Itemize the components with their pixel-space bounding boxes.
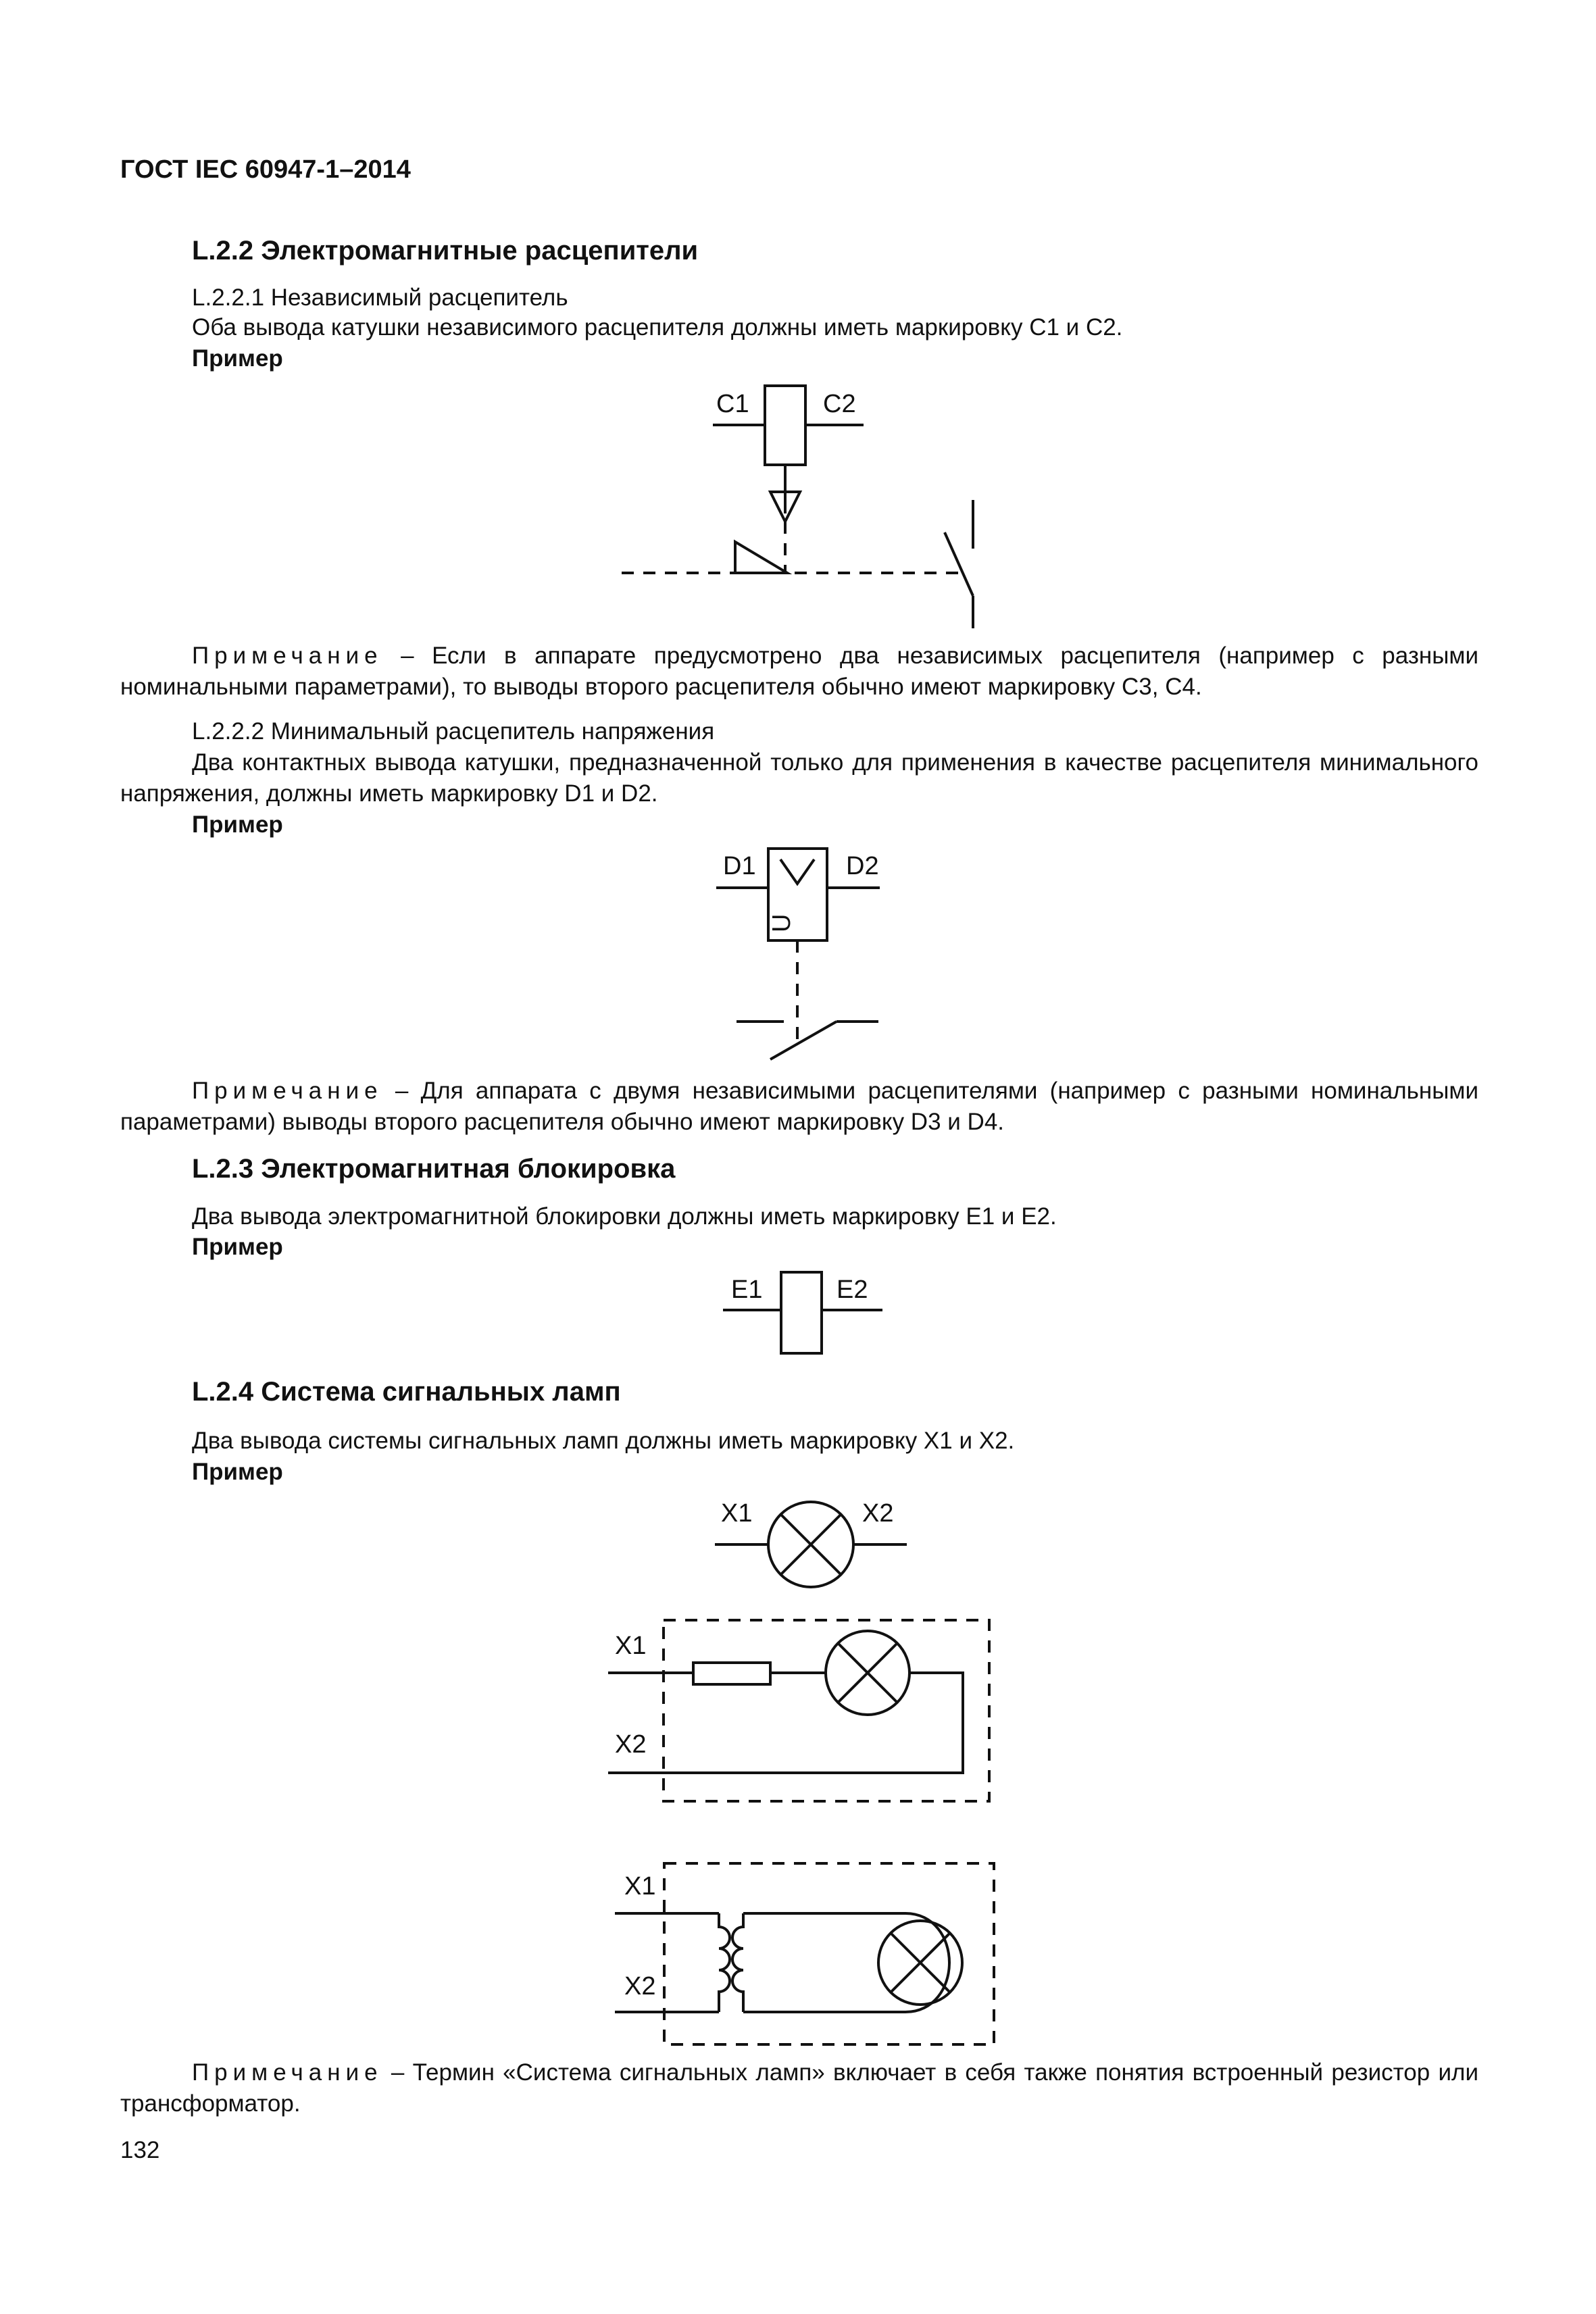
terminal-label-x2: X2 bbox=[624, 1972, 656, 2001]
terminal-label-e2: E2 bbox=[837, 1276, 868, 1304]
section-title-l24: L.2.4 Система сигнальных ламп bbox=[192, 1377, 621, 1407]
signal-lamp-with-resistor-diagram bbox=[601, 1613, 993, 1809]
example-label-2: Пример bbox=[192, 811, 283, 838]
note-2 bbox=[120, 1076, 1478, 1138]
terminal-label-x2: X2 bbox=[862, 1499, 894, 1528]
page-number: 132 bbox=[120, 2137, 160, 2163]
signal-lamp-diagram bbox=[709, 1493, 912, 1594]
paragraph-l24: Два вывода системы сигнальных ламп должны иметь маркировку Х1 и Х2. bbox=[192, 1428, 1015, 1454]
contact-blade bbox=[770, 1022, 837, 1059]
example-label-4: Пример bbox=[192, 1459, 283, 1485]
transformer-primary-icon bbox=[719, 1913, 730, 2012]
subsection-title-l221: L.2.2.1 Независимый расцепитель bbox=[192, 284, 568, 311]
resistor-icon bbox=[693, 1663, 770, 1684]
note-3-prefix: Примечание bbox=[192, 2059, 383, 2086]
v-mark-icon bbox=[780, 859, 814, 884]
contact-blade bbox=[945, 532, 973, 596]
enclosure-boundary bbox=[664, 1863, 994, 2044]
coil-symbol-u: U bbox=[768, 913, 796, 932]
terminal-label-d1: D1 bbox=[723, 852, 756, 880]
wire-return-x2 bbox=[608, 1673, 963, 1773]
note-1 bbox=[120, 640, 1478, 703]
latch-wedge-icon bbox=[735, 542, 787, 573]
paragraph-l222 bbox=[120, 747, 1478, 809]
note-2-text: – Для аппарата с двумя независимыми расцепителями (например с разными номинальными параметрами) выводы второго расцепителя обычно имеют маркировку D3 и D4. bbox=[120, 1078, 1478, 1135]
electromagnetic-interlock-diagram bbox=[716, 1267, 892, 1361]
note-2-prefix: Примечание bbox=[192, 1078, 383, 1104]
note-1-text: – Если в аппарате предусмотрено два независимых расцепителя (например с разными номинальными параметрами), то выводы второго расцепителя обычно имеют маркировку С3, С4. bbox=[120, 643, 1478, 700]
document-standard-header: ГОСТ IEC 60947-1–2014 bbox=[120, 155, 411, 184]
section-title-l23: L.2.3 Электромагнитная блокировка bbox=[192, 1154, 676, 1184]
terminal-label-x1: X1 bbox=[721, 1499, 753, 1528]
coil-rect bbox=[781, 1272, 822, 1353]
terminal-label-x2: X2 bbox=[615, 1730, 647, 1759]
note-3 bbox=[120, 2057, 1478, 2119]
paragraph-l222-text: Два контактных вывода катушки, предназначенной только для применения в качестве расцепителя минимального напряжения, должны иметь маркировку D1 и D2. bbox=[120, 749, 1478, 807]
paragraph-l23: Два вывода электромагнитной блокировки должны иметь маркировку Е1 и Е2. bbox=[192, 1203, 1057, 1230]
terminal-label-d2: D2 bbox=[846, 852, 879, 880]
coil-rect bbox=[765, 386, 805, 465]
section-title-l22: L.2.2 Электромагнитные расцепители bbox=[192, 236, 699, 266]
shunt-release-diagram bbox=[608, 378, 987, 635]
terminal-label-e1: E1 bbox=[731, 1276, 763, 1304]
terminal-label-x1: X1 bbox=[615, 1632, 647, 1660]
terminal-label-x1: X1 bbox=[624, 1872, 656, 1901]
subsection-title-l222: L.2.2.2 Минимальный расцепитель напряжения bbox=[192, 718, 715, 745]
example-label-3: Пример bbox=[192, 1234, 283, 1260]
example-label-1: Пример bbox=[192, 345, 283, 372]
note-3-text: – Термин «Система сигнальных ламп» включает в себя также понятия встроенный резистор или трансформатор. bbox=[120, 2059, 1478, 2117]
paragraph-l221: Оба вывода катушки независимого расцепителя должны иметь маркировку С1 и С2. bbox=[192, 314, 1123, 341]
signal-lamp-with-transformer-diagram bbox=[608, 1857, 1000, 2053]
note-1-prefix: Примечание bbox=[192, 643, 383, 669]
undervoltage-release-diagram bbox=[716, 845, 905, 1067]
terminal-label-c1: C1 bbox=[716, 390, 749, 418]
terminal-label-c2: C2 bbox=[823, 390, 856, 418]
transformer-secondary-icon bbox=[732, 1913, 743, 2012]
